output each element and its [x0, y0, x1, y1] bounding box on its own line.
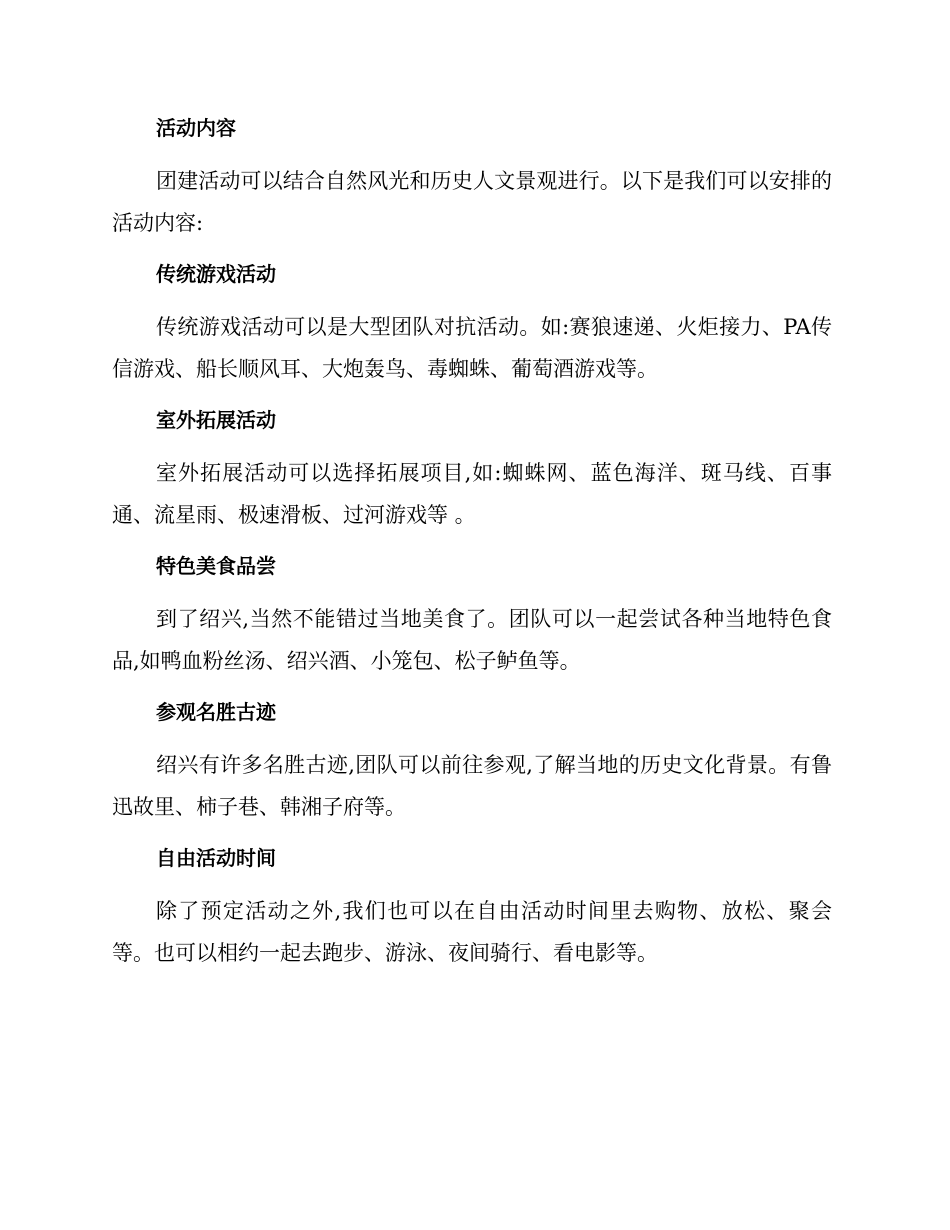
section-activity-content — [112, 108, 832, 244]
section-local-food — [112, 546, 832, 682]
section-heading: 自由活动时间 — [156, 846, 276, 870]
section-heading: 传统游戏活动 — [156, 262, 276, 286]
section-paragraph: 除了预定活动之外,我们也可以在自由活动时间里去购物、放松、聚会等。也可以相约一起去跑步、游泳、夜间骑行、看电影等。 — [112, 899, 832, 965]
section-paragraph: 传统游戏活动可以是大型团队对抗活动。如:赛狼速递、火炬接力、PA传信游戏、船长顺风耳、大炮轰鸟、毒蜘蛛、葡萄酒游戏等。 — [112, 315, 832, 381]
section-heading: 特色美食品尝 — [156, 554, 276, 578]
section-historic-sites — [112, 692, 832, 828]
section-paragraph: 绍兴有许多名胜古迹,团队可以前往参观,了解当地的历史文化背景。有鲁迅故里、柿子巷、韩湘子府等。 — [112, 753, 832, 819]
document-content — [112, 108, 832, 984]
section-outdoor-expansion — [112, 400, 832, 536]
section-paragraph: 团建活动可以结合自然风光和历史人文景观进行。以下是我们可以安排的活动内容: — [112, 169, 832, 235]
section-paragraph: 到了绍兴,当然不能错过当地美食了。团队可以一起尝试各种当地特色食品,如鸭血粉丝汤、绍兴酒、小笼包、松子鲈鱼等。 — [112, 607, 832, 673]
section-heading: 活动内容 — [156, 116, 236, 140]
section-free-time — [112, 838, 832, 974]
section-paragraph: 室外拓展活动可以选择拓展项目,如:蜘蛛网、蓝色海洋、斑马线、百事通、流星雨、极速滑板、过河游戏等 。 — [112, 461, 832, 527]
section-heading: 参观名胜古迹 — [156, 700, 276, 724]
section-traditional-games — [112, 254, 832, 390]
section-heading: 室外拓展活动 — [156, 408, 276, 432]
